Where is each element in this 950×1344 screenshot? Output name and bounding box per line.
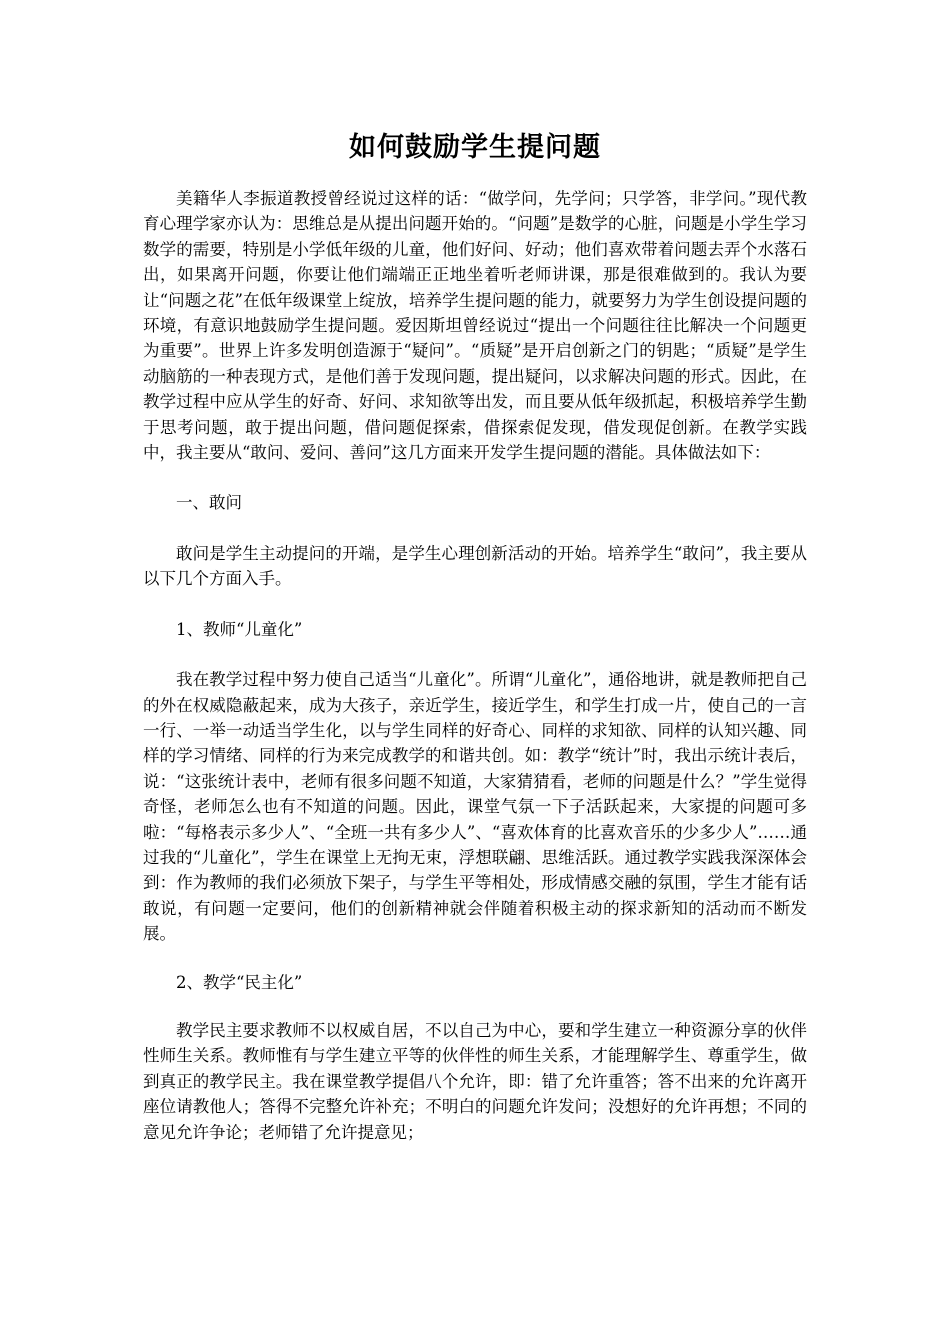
subsection-body-teaching-democracy: 教学民主要求教师不以权威自居，不以自己为中心，要和学生建立一种资源分享的伙伴性师生关系。教师惟有与学生建立平等的伙伴性的师生关系，才能理解学生、尊重学生，做到真正的教学民主。我在课堂教学提倡八个允许，即：错了允许重答；答不出来的允许离开座位请教他人；答得不完整允许补充；不明白的问题允许发问；没想好的允许再想；不同的意见允许争论；老师错了允许提意见； (143, 1020, 807, 1142)
spacer (143, 947, 807, 970)
spacer (143, 642, 807, 667)
section-heading-dare-to-ask: 一、敢问 (176, 493, 242, 513)
spacer (143, 995, 807, 1018)
subsection-heading-teaching-democracy: 2、教学“民主化” (176, 972, 303, 992)
spacer (143, 465, 807, 490)
spacer (143, 592, 807, 617)
spacer (143, 516, 807, 541)
subsection-heading-teacher-childlike: 1、教师“儿童化” (176, 619, 303, 639)
subsection-body-teacher-childlike: 我在教学过程中努力使自己适当“儿童化”。所谓“儿童化”，通俗地讲，就是教师把自己的外在权威隐蔽起来，成为大孩子，亲近学生，接近学生，和学生打成一片，使自己的一言一行、一举一动适当学生化，以与学生同样的好奇心、同样的求知欲、同样的认知兴趣、同样的学习情绪、同样的行为来完成教学的和谐共创。如：教学“统计”时，我出示统计表后，说：“这张统计表中，老师有很多问题不知道，大家猜猜看，老师的问题是什么？”学生觉得奇怪，老师怎么也有不知道的问题。因此，课堂气氛一下子活跃起来，大家提的问题可多啦：“每格表示多少人”、“全班一共有多少人”、“喜欢体育的比喜欢音乐的少多少人”……通过我的“儿童化”，学生在课堂上无拘无束，浮想联翩、思维活跃。通过教学实践我深深体会到：作为教师的我们必须放下架子，与学生平等相处，形成情感交融的氛围，学生才能有话敢说，有问题一定要问，他们的创新精神就会伴随着积极主动的探求新知的活动而不断发展。 (143, 670, 807, 944)
section-intro-paragraph: 敢问是学生主动提问的开端，是学生心理创新活动的开始。培养学生“敢问”，我主要从以下几个方面入手。 (143, 543, 807, 589)
document-title: 如何鼓励学生提问题 (349, 132, 601, 163)
intro-paragraph: 美籍华人李振道教授曾经说过这样的话：“做学问，先学问；只学答，非学问。”现代教育心理学家亦认为：思维总是从提出问题开始的。“问题”是数学的心脏，问题是小学生学习数学的需要，特别是小学低年级的儿童，他们好问、好动；他们喜欢带着问题去弄个水落石出，如果离开问题，你要让他们端端正正地坐着听老师讲课，那是很难做到的。我认为要让“问题之花”在低年级课堂上绽放，培养学生提问题的能力，就要努力为学生创设提问题的环境，有意识地鼓励学生提问题。爱因斯坦曾经说过“提出一个问题往往比解决一个问题更为重要”。世界上许多发明创造源于“疑问”。“质疑”是开启创新之门的钥匙；“质疑”是学生动脑筋的一种表现方式，是他们善于发现问题，提出疑问，以求解决问题的形式。因此，在教学过程中应从学生的好奇、好问、求知欲等出发，而且要从低年级抓起，积极培养学生勤于思考问题，敢于提出问题，借问题促探索，借探索促发现，借发现促创新。在教学实践中，我主要从“敢问、爱问、善问”这几方面来开发学生提问题的潜能。具体做法如下： (143, 189, 807, 463)
